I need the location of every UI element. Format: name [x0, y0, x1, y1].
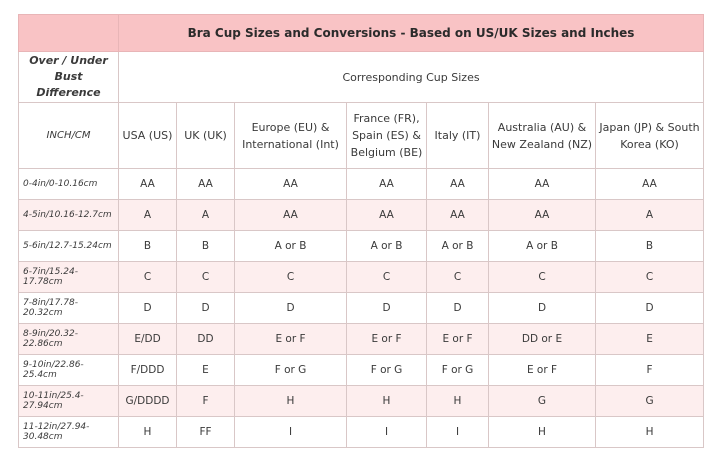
cup-size-cell: A [596, 200, 704, 231]
bust-difference-cell: 5-6in/12.7-15.24cm [19, 231, 119, 262]
bust-difference-cell: 11-12in/27.94-30.48cm [19, 417, 119, 448]
cup-size-cell: E [177, 355, 235, 386]
cup-size-cell: C [596, 262, 704, 293]
cup-size-cell: F or G [347, 355, 427, 386]
cup-size-cell: AA [596, 169, 704, 200]
size-table [18, 14, 704, 448]
cup-size-cell: FF [177, 417, 235, 448]
cup-size-cell: A or B [347, 231, 427, 262]
table-row [19, 293, 704, 324]
cup-size-cell: AA [119, 169, 177, 200]
cup-size-cell: I [427, 417, 489, 448]
cup-size-cell: H [489, 417, 596, 448]
cup-size-cell: H [596, 417, 704, 448]
cup-size-cell: C [119, 262, 177, 293]
column-header: INCH/CM [19, 103, 119, 169]
cup-size-cell: B [596, 231, 704, 262]
cup-size-cell: I [235, 417, 347, 448]
cup-size-cell: F or G [235, 355, 347, 386]
bust-difference-cell: 4-5in/10.16-12.7cm [19, 200, 119, 231]
column-header: Australia (AU) & New Zealand (NZ) [489, 103, 596, 169]
bust-difference-cell: 7-8in/17.78-20.32cm [19, 293, 119, 324]
cup-size-cell: AA [489, 200, 596, 231]
cup-size-cell: AA [489, 169, 596, 200]
cup-size-cell: DD [177, 324, 235, 355]
cup-size-cell: A or B [427, 231, 489, 262]
cup-size-cell: F/DDD [119, 355, 177, 386]
cup-size-cell: C [177, 262, 235, 293]
cup-size-cell: D [347, 293, 427, 324]
table-row [19, 200, 704, 231]
cup-size-cell: E or F [489, 355, 596, 386]
bust-difference-cell: 10-11in/25.4-27.94cm [19, 386, 119, 417]
cup-size-cell: DD or E [489, 324, 596, 355]
bust-difference-cell: 6-7in/15.24-17.78cm [19, 262, 119, 293]
cup-size-cell: I [347, 417, 427, 448]
column-header: UK (UK) [177, 103, 235, 169]
cup-size-cell: H [347, 386, 427, 417]
cup-size-cell: C [427, 262, 489, 293]
cup-size-cell: A or B [489, 231, 596, 262]
cup-sizes-group-header: Corresponding Cup Sizes [119, 52, 704, 103]
column-header: USA (US) [119, 103, 177, 169]
title-pad [19, 15, 119, 52]
bust-difference-cell: 0-4in/0-10.16cm [19, 169, 119, 200]
cup-size-cell: AA [235, 200, 347, 231]
bust-difference-cell: 8-9in/20.32-22.86cm [19, 324, 119, 355]
cup-size-cell: H [427, 386, 489, 417]
table-row [19, 417, 704, 448]
column-header: Italy (IT) [427, 103, 489, 169]
cup-size-cell: AA [427, 169, 489, 200]
cup-size-cell: C [235, 262, 347, 293]
cup-size-cell: G [596, 386, 704, 417]
column-header: Europe (EU) & International (Int) [235, 103, 347, 169]
cup-size-cell: D [177, 293, 235, 324]
cup-size-cell: AA [347, 169, 427, 200]
bust-difference-cell: 9-10in/22.86-25.4cm [19, 355, 119, 386]
cup-size-cell: A [119, 200, 177, 231]
table-row [19, 324, 704, 355]
cup-size-cell: E or F [347, 324, 427, 355]
cup-size-cell: E [596, 324, 704, 355]
table-row [19, 262, 704, 293]
cup-size-cell: H [119, 417, 177, 448]
cup-size-cell: A [177, 200, 235, 231]
table-row [19, 355, 704, 386]
cup-size-cell: G/DDDD [119, 386, 177, 417]
cup-size-cell: G [489, 386, 596, 417]
cup-size-cell: F [177, 386, 235, 417]
cup-size-cell: D [427, 293, 489, 324]
cup-size-cell: B [177, 231, 235, 262]
cup-size-cell: AA [347, 200, 427, 231]
table-row [19, 231, 704, 262]
cup-size-cell: AA [235, 169, 347, 200]
cup-size-cell: E or F [235, 324, 347, 355]
cup-size-cell: AA [427, 200, 489, 231]
cup-size-cell: F [596, 355, 704, 386]
bust-difference-header: Over / Under Bust Difference [19, 52, 119, 103]
cup-size-cell: D [235, 293, 347, 324]
cup-size-cell: B [119, 231, 177, 262]
cup-size-cell: D [596, 293, 704, 324]
cup-size-cell: A or B [235, 231, 347, 262]
cup-size-cell: C [347, 262, 427, 293]
cup-size-cell: C [489, 262, 596, 293]
cup-size-cell: D [489, 293, 596, 324]
table-title: Bra Cup Sizes and Conversions - Based on US/UK Sizes and Inches [119, 15, 704, 52]
table-row [19, 169, 704, 200]
column-header: France (FR), Spain (ES) & Belgium (BE) [347, 103, 427, 169]
cup-size-cell: AA [177, 169, 235, 200]
size-chart [18, 14, 703, 448]
cup-size-cell: D [119, 293, 177, 324]
cup-size-cell: E/DD [119, 324, 177, 355]
cup-size-cell: H [235, 386, 347, 417]
cup-size-cell: E or F [427, 324, 489, 355]
cup-size-cell: F or G [427, 355, 489, 386]
table-row [19, 386, 704, 417]
column-header: Japan (JP) & South Korea (KO) [596, 103, 704, 169]
